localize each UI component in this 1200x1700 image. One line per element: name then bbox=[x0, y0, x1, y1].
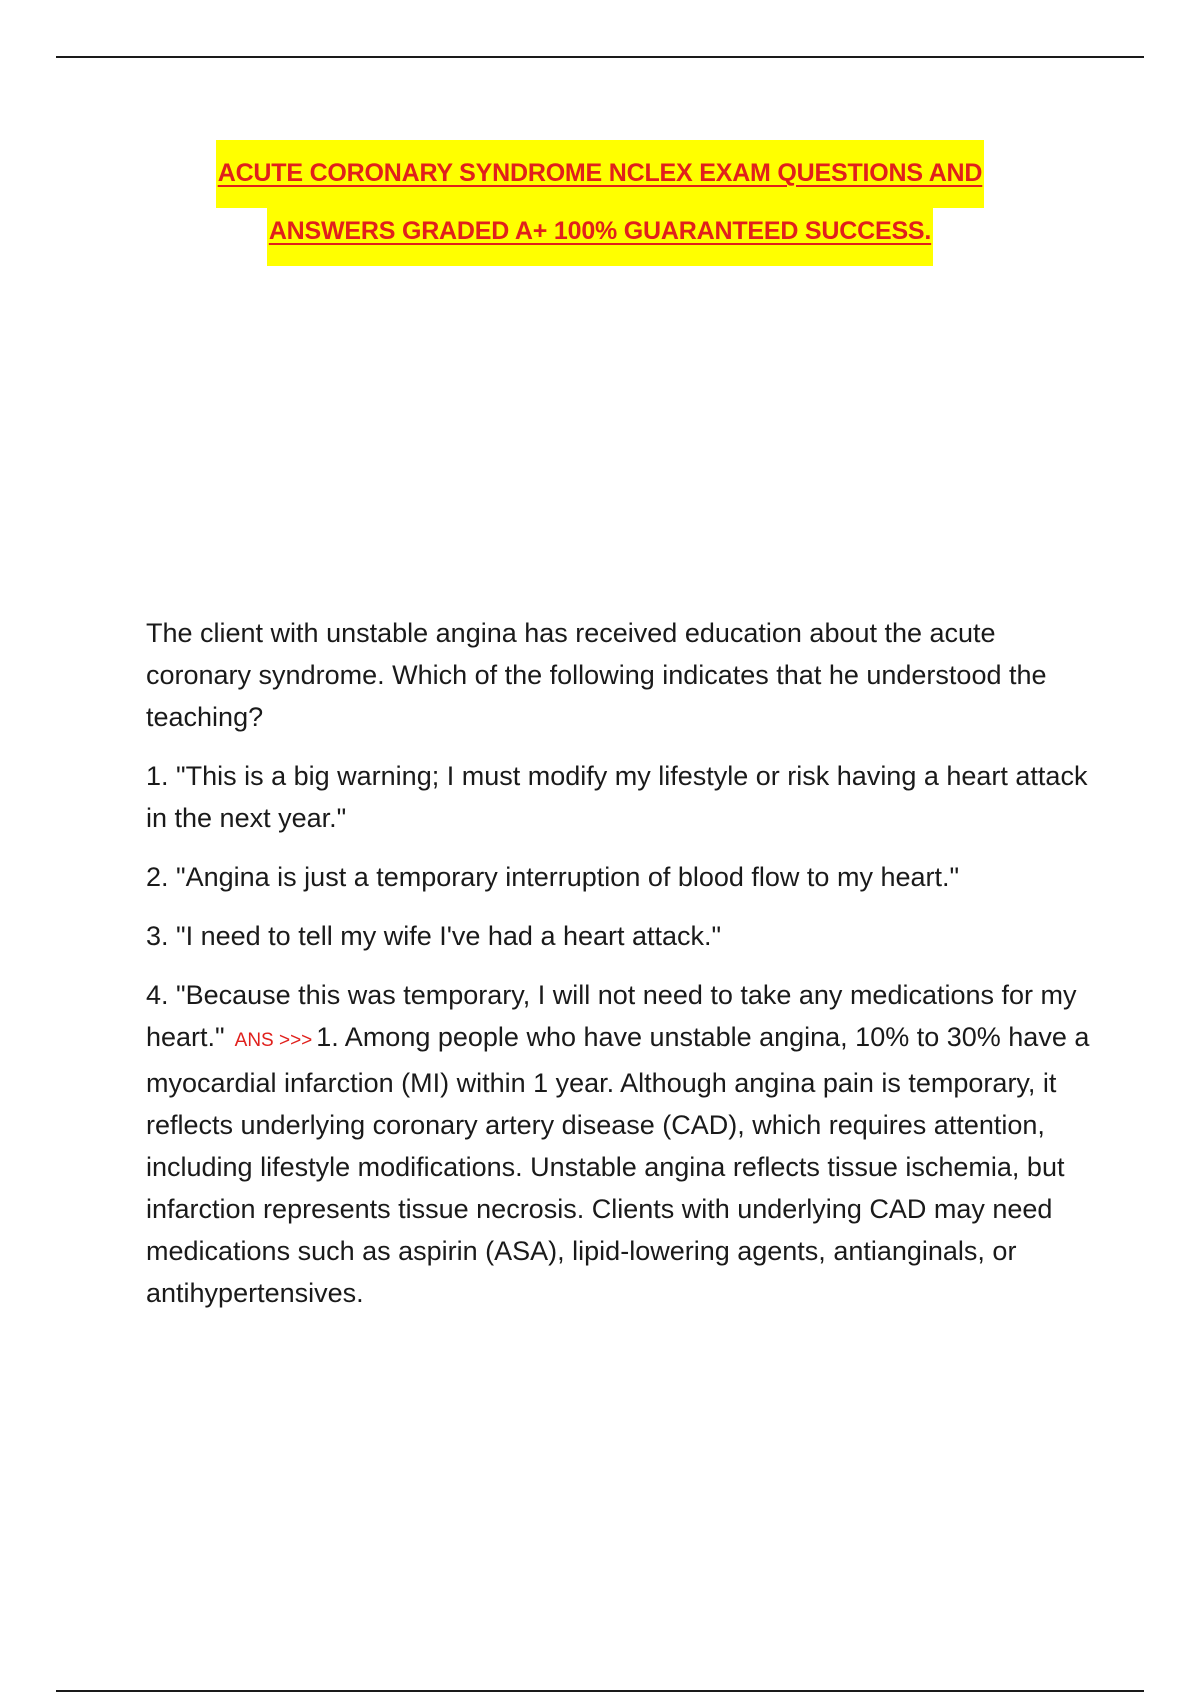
option-2: 2. "Angina is just a temporary interruption of blood flow to my heart." bbox=[146, 862, 960, 892]
top-rule bbox=[56, 56, 1144, 58]
option-3: 3. "I need to tell my wife I've had a heart attack." bbox=[146, 921, 722, 951]
document-title bbox=[0, 140, 1200, 256]
option-4-with-answer bbox=[146, 974, 1096, 1314]
question-stem: The client with unstable angina has received education about the acute coronary syndrome. Which of the following indicates that he understood the teaching? bbox=[146, 618, 1047, 732]
option-4: 4. "Because this was temporary, I will not need to take any medications for my heart." bbox=[146, 980, 1077, 1052]
option-1: 1. "This is a big warning; I must modify my lifestyle or risk having a heart attack in the next year." bbox=[146, 761, 1088, 833]
question-block bbox=[146, 612, 1096, 1331]
answer-marker: ANS >>> bbox=[234, 1030, 313, 1051]
title-line-1: ACUTE CORONARY SYNDROME NCLEX EXAM QUESTIONS AND bbox=[216, 140, 985, 208]
answer-rationale: 1. Among people who have unstable angina, 10% to 30% have a myocardial infarction (MI) within 1 year. Although angina pain is temporary, it reflects underlying coronary artery disease (CAD), which requires attention, including lifestyle modifications. Unstable angina reflects tissue ischemia, but infarction represents tissue necrosis. Clients with underlying CAD may need medications such as aspirin (ASA), lipid-lowering agents, antianginals, or antihypertensives. bbox=[146, 1022, 1090, 1308]
title-line-2: ANSWERS GRADED A+ 100% GUARANTEED SUCCESS. bbox=[267, 198, 933, 266]
bottom-rule bbox=[56, 1690, 1144, 1692]
